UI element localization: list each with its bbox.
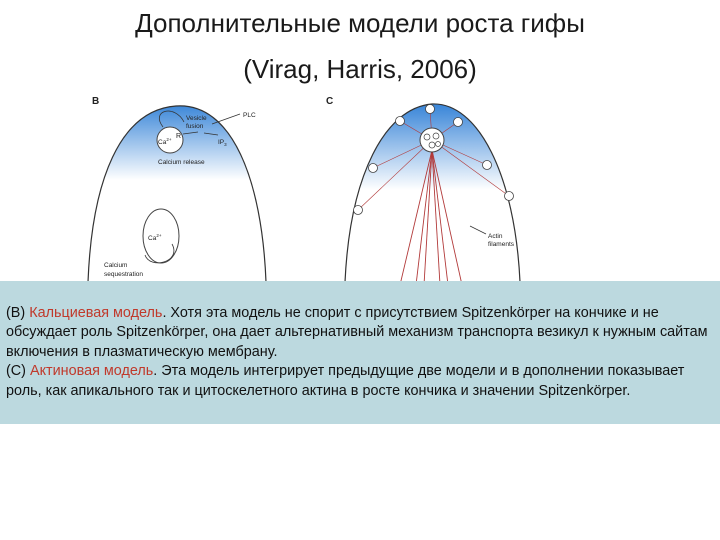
hypha-models-figure — [0, 90, 720, 285]
ip3-label: $IP_3$ — [218, 139, 227, 147]
calcium-release-label: Calcium release — [158, 159, 205, 166]
vesicle-fusion-label: Vesicle fusion — [186, 115, 207, 130]
vesicle — [454, 118, 463, 127]
calcium-model-term: Кальциевая модель — [29, 305, 163, 321]
vesicle — [369, 164, 378, 173]
vesicle — [354, 206, 363, 215]
calcium-sequestration-label: Calcium sequestration — [104, 262, 144, 278]
vesicle — [505, 192, 514, 201]
spitzenkorper — [420, 128, 444, 152]
ca-top-label: $Ca^{2+}$ — [158, 137, 172, 146]
caption-c-text: . Эта модель интегрирует предыдущие две модели и в дополнении показывает роль, как апикального так и цитоскелетного актина в росте кончика и значении Spitzenkörper. — [6, 363, 685, 399]
slide-title: Дополнительные модели роста гифы — [135, 8, 585, 38]
panel-b-calcium-model — [85, 96, 270, 282]
caption-c-prefix: (С) — [6, 363, 30, 380]
panel-c-letter: C — [326, 96, 334, 107]
vesicle — [426, 105, 435, 114]
caption-b-text: . Хотя эта модель не спорит с присутствием Spitzenkörper на кончике и не обсуждает роль Spitzenkörper, она дает альтернативный механизм транспорта везикул к нужным сайтам включения в плазматическую мембрану. — [6, 305, 708, 360]
vesicle — [396, 117, 405, 126]
vesicle — [483, 161, 492, 170]
actin-model-term: Актиновая модель — [29, 363, 154, 380]
slide-citation: (Virag, Harris, 2006) — [243, 54, 477, 84]
actin-filaments-label: Actin filaments — [488, 233, 515, 248]
actin-label-pointer — [470, 226, 486, 234]
panel-c-actin-model — [326, 96, 524, 285]
caption-box — [0, 281, 720, 424]
r-label: R — [176, 133, 182, 140]
panel-b-letter: B — [92, 96, 100, 107]
caption-b-prefix: (B) — [6, 305, 30, 321]
ca-mid-label: $Ca^{2+}$ — [148, 233, 162, 242]
plc-label: PLC — [243, 112, 256, 119]
